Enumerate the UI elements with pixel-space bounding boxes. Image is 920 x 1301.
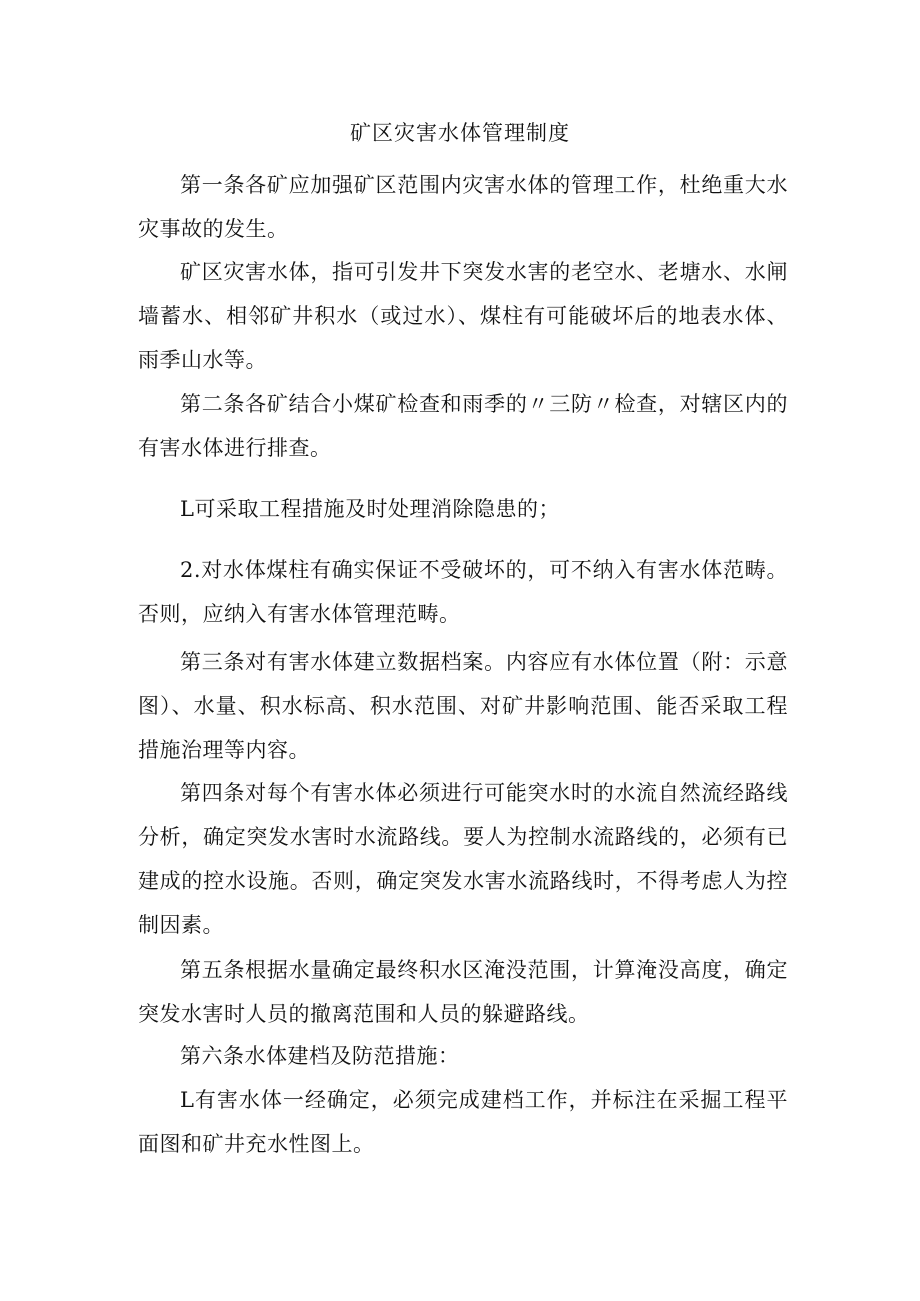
- paragraph-article-2: 第二条各矿结合小煤矿检查和雨季的〃三防〃检查，对辖区内的有害水体进行排查。: [138, 392, 788, 460]
- paragraph-article-5: 第五条根据水量确定最终积水区淹没范围，计算淹没高度，确定突发水害时人员的撤离范围和人员的躲避路线。: [138, 958, 788, 1026]
- paragraph-article-1: 第一条各矿应加强矿区范围内灾害水体的管理工作，杜绝重大水灾事故的发生。: [138, 173, 788, 241]
- paragraph-item-2: 2.对水体煤柱有确实保证不受破坏的，可不纳入有害水体范畴。否则，应纳入有害水体管理范畴。: [138, 558, 788, 626]
- paragraph-definition: 矿区灾害水体，指可引发井下突发水害的老空水、老塘水、水闸墙蓄水、相邻矿井积水（或过水）、煤柱有可能破坏后的地表水体、雨季山水等。: [138, 260, 788, 372]
- paragraph-article-4: 第四条对每个有害水体必须进行可能突水时的水流自然流经路线分析，确定突发水害时水流路线。要人为控制水流路线的，必须有已建成的控水设施。否则，确定突发水害水流路线时，不得考虑人为控制因素。: [138, 781, 788, 937]
- paragraph-article-6-item-1: L有害水体一经确定，必须完成建档工作，并标注在采掘工程平面图和矿井充水性图上。: [138, 1088, 788, 1156]
- document-title: 矿区灾害水体管理制度: [350, 121, 570, 145]
- paragraph-article-6: 第六条水体建档及防范措施：: [180, 1044, 460, 1068]
- paragraph-article-3: 第三条对有害水体建立数据档案。内容应有水体位置（附：示意图）、水量、积水标高、积水范围、对矿井影响范围、能否采取工程措施治理等内容。: [138, 650, 788, 762]
- paragraph-item-1: L可采取工程措施及时处理消除隐患的；: [180, 497, 560, 521]
